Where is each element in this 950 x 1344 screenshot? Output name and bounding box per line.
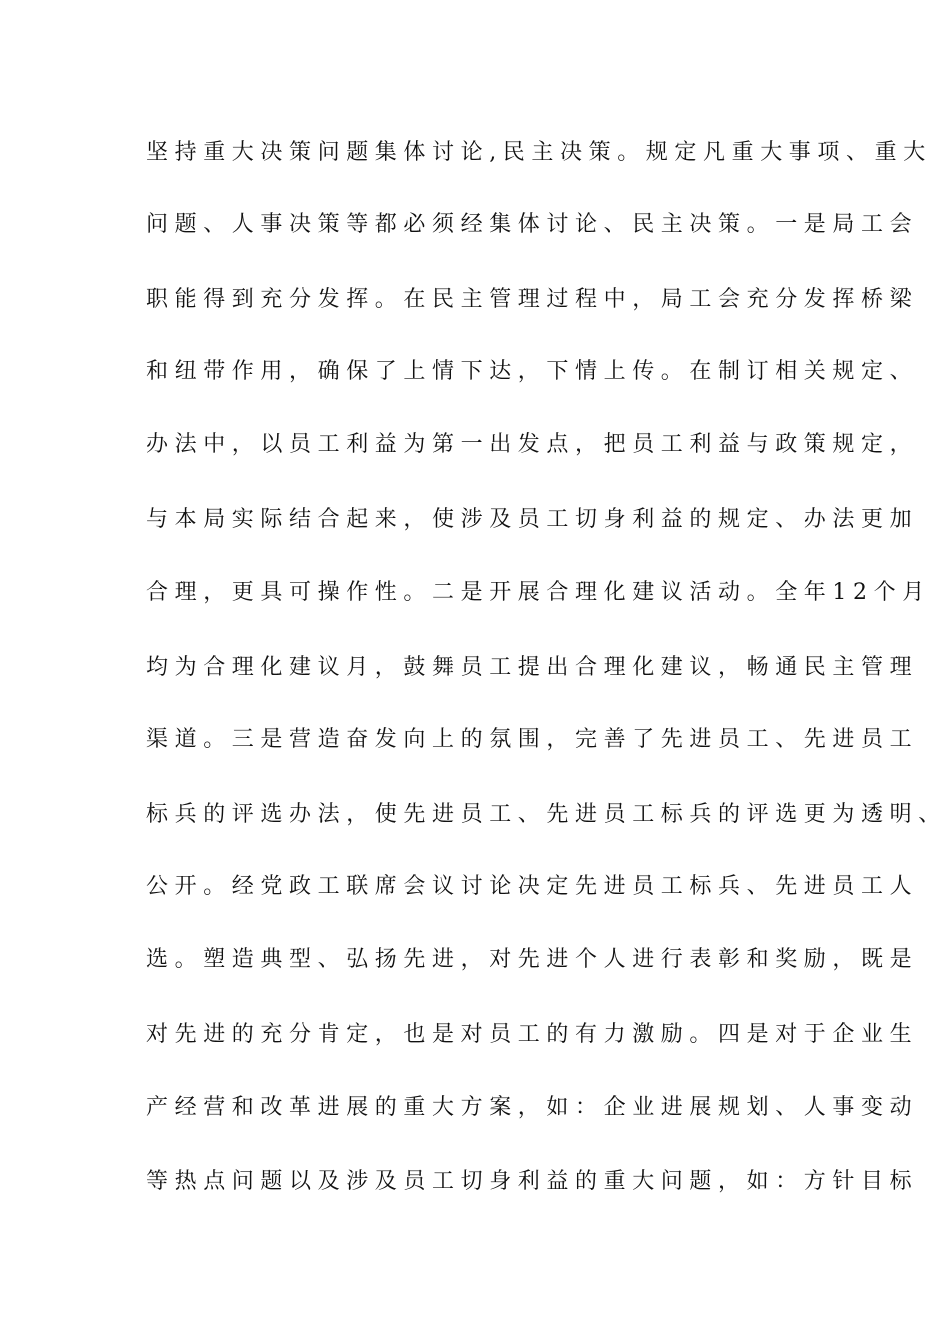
text-line-13: 对先进的充分肯定，也是对员工的有力激励。四是对于企业生 (146, 1022, 919, 1047)
text-line-3: 职能得到充分发挥。在民主管理过程中，局工会充分发挥桥梁 (146, 287, 919, 312)
text-line-9: 渠道。三是营造奋发向上的氛围，完善了先进员工、先进员工 (146, 727, 919, 752)
text-line-11: 公开。经党政工联席会议讨论决定先进员工标兵、先进员工人 (146, 874, 919, 899)
text-line-15: 等热点问题以及涉及员工切身利益的重大问题，如：方针目标 (146, 1169, 919, 1194)
text-line-10: 标兵的评选办法，使先进员工、先进员工标兵的评选更为透明、 (146, 802, 947, 827)
text-line-4: 和纽带作用，确保了上情下达，下情上传。在制订相关规定、 (146, 359, 919, 384)
text-line-1: 坚持重大决策问题集体讨论,民主决策。规定凡重大事项、重大 (146, 140, 932, 165)
text-line-2: 问题、人事决策等都必须经集体讨论、民主决策。一是局工会 (146, 212, 919, 237)
text-line-5: 办法中，以员工利益为第一出发点，把员工利益与政策规定， (146, 432, 919, 457)
text-line-12: 选。塑造典型、弘扬先进，对先进个人进行表彰和奖励，既是 (146, 947, 919, 972)
text-line-7: 合理，更具可操作性。二是开展合理化建议活动。全年12个月 (146, 580, 931, 605)
text-line-8: 均为合理化建议月，鼓舞员工提出合理化建议，畅通民主管理 (146, 655, 919, 680)
text-line-6: 与本局实际结合起来，使涉及员工切身利益的规定、办法更加 (146, 507, 919, 532)
text-line-14: 产经营和改革进展的重大方案，如：企业进展规划、人事变动 (146, 1095, 919, 1120)
